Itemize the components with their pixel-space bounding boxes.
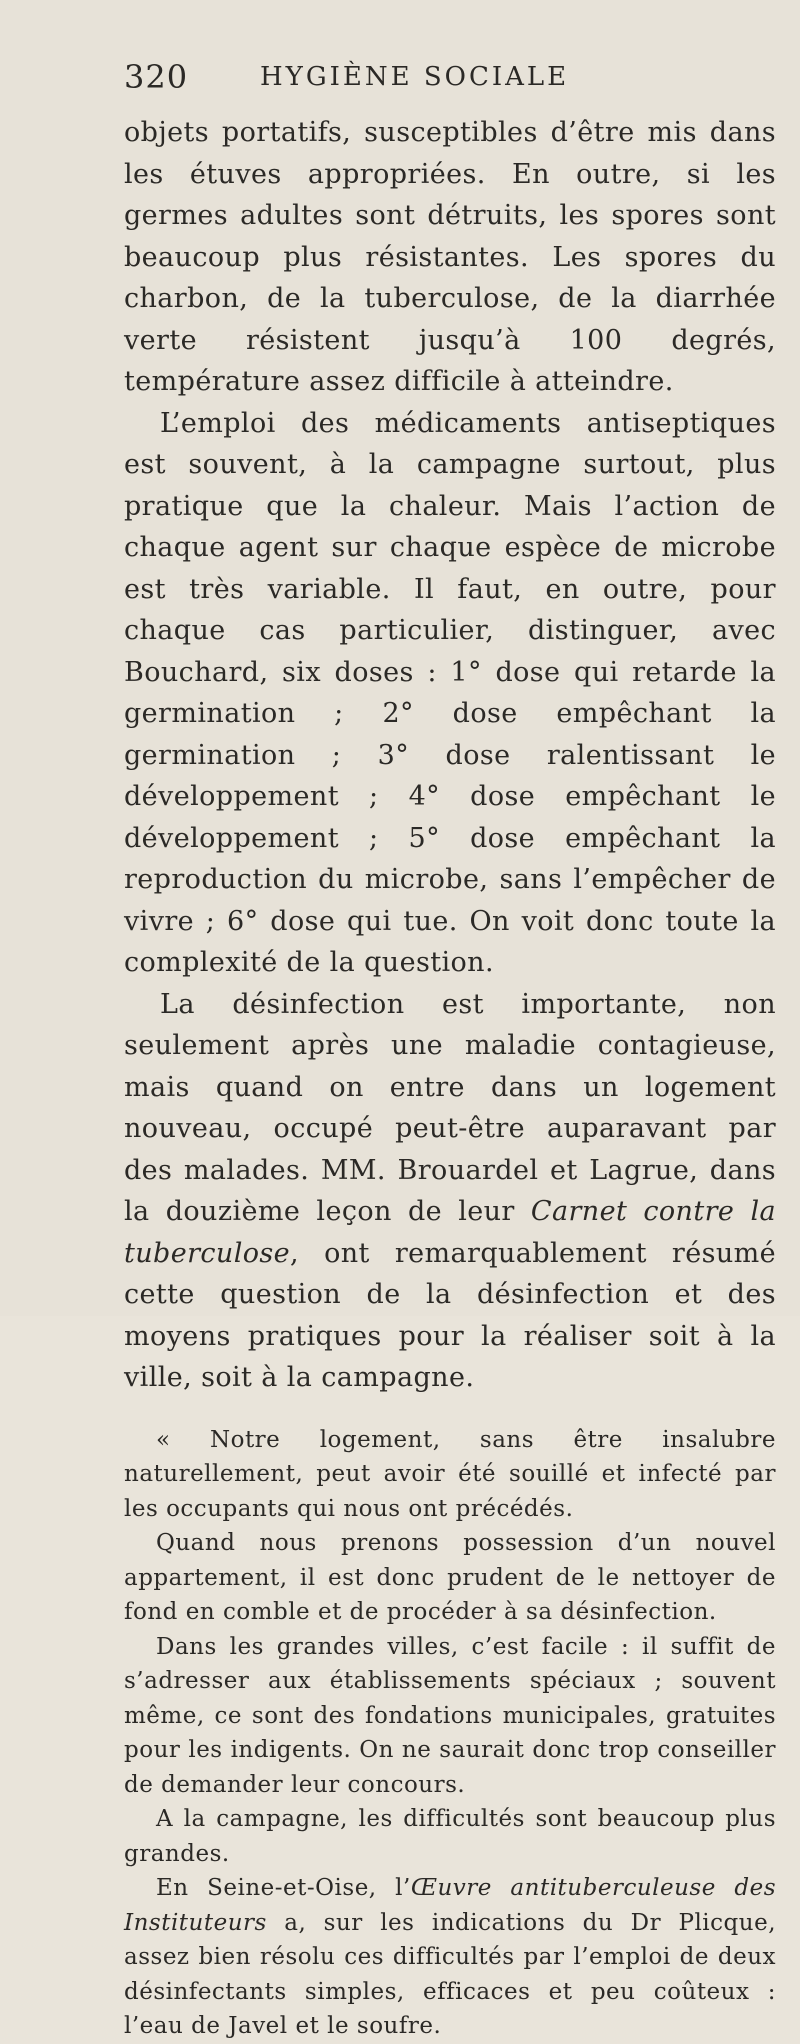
page-number: 320	[124, 58, 189, 96]
quote-paragraph-1: « Notre logement, sans être insalubre naturellement, peut avoir été souillé et infecté par les occupants qui nous ont précédés.	[124, 1426, 776, 1522]
quote-paragraph-5-work-title: Œuvre antituberculeuse des Instituteurs	[124, 1875, 776, 1936]
paragraph-1: objets portatifs, susceptibles d’être mis dans les étuves appropriées. En outre, si les germes adultes sont détruits, les spores sont beaucoup plus résistantes. Les spores du charbon, de la tuberculose, de la diarrhée verte résistent jusqu’à 100 degrés, température assez difficile à atteindre.	[124, 117, 776, 397]
paragraph-3-book-title: Carnet contre la tuberculose	[124, 1196, 776, 1269]
quotation-block	[124, 1423, 776, 2044]
quote-paragraph-2: Quand nous prenons possession d’un nouvel appartement, il est donc prudent de le nettoyer de fond en comble et de procéder à sa désinfection.	[124, 1530, 776, 1625]
quote-paragraph-5-text-b: a, sur les indications du Dr Plicque, assez bien résolu ces difficultés par l’emploi de deux désinfectants simples, efficaces et peu coûteux : l’eau de Javel et le soufre.	[124, 1909, 776, 2039]
quote-paragraph-3: Dans les grandes villes, c’est facile : il suffit de s’adresser aux établissements spéciaux ; souvent même, ce sont des fondations municipales, gratuites pour les indigents. On ne saurait donc trop conseiller de demander leur concours.	[124, 1633, 776, 1798]
quote-paragraph-4: A la campagne, les difficultés sont beaucoup plus grandes.	[124, 1806, 776, 1867]
quote-paragraph-5-text-a: En Seine-et-Oise, l’	[156, 1875, 411, 1901]
main-paragraphs	[124, 112, 776, 1399]
quote-paragraph-5	[124, 1871, 776, 2044]
body-text	[124, 112, 776, 2044]
paragraph-3	[124, 984, 776, 1399]
paragraph-3-text-b: , ont remarquablement résumé cette question de la désinfection et des moyens pratiques pour la réaliser soit à la ville, soit à la campagne.	[124, 1237, 776, 1393]
paragraph-3-text-a: La désinfection est importante, non seulement après une maladie contagieuse, mais quand on entre dans un logement nouveau, occupé peut-être auparavant par des malades. MM. Brouardel et Lagrue, dans la douzième leçon de leur	[124, 988, 776, 1227]
paragraph-2: L’emploi des médicaments antiseptiques est souvent, à la campagne surtout, plus pratique que la chaleur. Mais l’action de chaque agent sur chaque espèce de microbe est très variable. Il faut, en outre, pour chaque cas particulier, distinguer, avec Bouchard, six doses : 1° dose qui retarde la germination ; 2° dose empêchant la germination ; 3° dose ralentissant le développement ; 4° dose empêchant le développement ; 5° dose empêchant la reproduction du microbe, sans l’empêcher de vivre ; 6° dose qui tue. On voit donc toute la complexité de la question.	[124, 407, 776, 978]
running-title: HYGIÈNE SOCIALE	[260, 62, 570, 92]
page-header	[124, 58, 774, 102]
